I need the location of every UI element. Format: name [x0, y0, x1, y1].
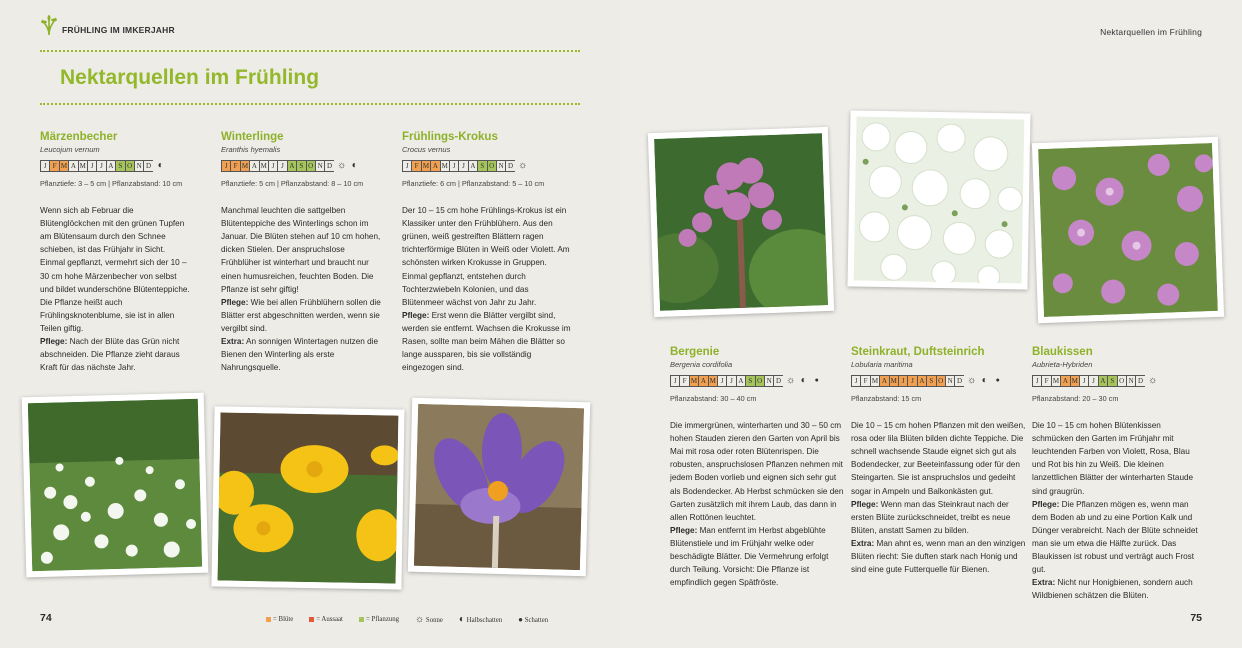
bee-logo-icon: [40, 14, 58, 36]
plant-latin: Bergenia cordifolia: [670, 360, 733, 369]
half-shade-icon: ◐: [981, 374, 988, 386]
sun-icon: ☼: [967, 374, 977, 386]
plant-latin: Crocus vernus: [402, 145, 451, 154]
half-shade-icon: ◐: [800, 374, 807, 386]
plant-maerzenbecher: [40, 130, 190, 374]
sun-icon: ☼: [786, 374, 796, 386]
shade-icon: ●: [814, 376, 819, 384]
half-shade-icon: ◐: [351, 159, 358, 171]
month-calendar: J F M A M J J A S O N D ☼ ◐ ●: [851, 374, 1026, 387]
photo-krokus: [408, 398, 590, 577]
plant-dimensions: Pflanztiefe: 6 cm | Pflanzabstand: 5 – 10 cm: [402, 179, 545, 188]
page-number: 75: [1190, 612, 1202, 624]
plant-description: Wenn sich ab Februar die Blütenglöckchen mit den grünen Tupfen am Blütensaum durch den Schnee schieben, ist das Frühjahr in Sicht. Einmal gepflanzt, vermehrt sich der 10 – 30 cm hohe Märzenbecher von selbst und bildet wunderschöne Blütenteppiche. Die Pflanze heißt auch Frühlingsknotenblume, sie ist in allen Teilen giftig. Pflege: Nach der Blüte das Grün nicht abschneiden. Die Pflanze zieht daraus Kraft für das nächste Jahr.: [40, 206, 190, 373]
photo-blaukissen: [1032, 137, 1224, 323]
plant-dimensions: Pflanztiefe: 5 cm | Pflanzabstand: 8 – 10 cm: [221, 179, 364, 188]
plant-description: Die immergrünen, winterharten und 30 – 50 cm hohen Stauden zieren den Garten von April bis Mai mit rosa oder roten Blütenrispen. Die robusten, anspruchslosen Pflanzen nehmen mit jedem Boden vorlieb und eignen sich sehr gut als Bodendecker. Ab Herbst schmücken sie den Garten zusätzlich mit ihrem Laub, das dann in allen Rottönen leuchtet. Pflege: Man entfernt im Herbst abgeblühte Blütenstiele und im Frühjahr welke oder beschädigte Blätter. Die Vermehrung erfolgt durch Teilung. Vorsicht: Die Pflanze ist empfindlich gegen Spätfröste.: [670, 421, 844, 588]
plant-latin: Aubrieta-Hybriden: [1032, 360, 1093, 369]
page-number: 74: [40, 612, 52, 624]
legend-sonne: ☼ Sonne: [415, 614, 443, 625]
divider: [40, 50, 580, 52]
plant-name: Winterlinge: [221, 131, 284, 143]
plant-description: Manchmal leuchten die sattgelben Blütenteppiche des Winterlings schon im Januar. Die Blüten stehen auf 10 cm hohen, dicken Stielen. Der anspruchslose Frühblüher ist winterhart und braucht nur einen humusreichen, feuchten Boden. Die Pflanze ist sehr giftig! Pflege: Wie bei allen Frühblühern sollen die Blätter erst abgeschnitten werden, wenn sie vergilbt sind. Extra: An sonnigen Wintertagen nutzen die Bienen den Winterling als erste Nahrungsquelle.: [221, 206, 381, 373]
month-calendar: J F M A M J J A S O N D ☼ ◐: [221, 159, 385, 172]
plant-latin: Leucojum vernum: [40, 145, 100, 154]
plant-latin: Lobularia maritima: [851, 360, 913, 369]
month-calendar: J F M A M J J A S O N D ☼: [402, 159, 572, 172]
photo-winterlinge: [211, 406, 404, 589]
legend-halbschatten: ◐ Halbschatten: [458, 614, 503, 625]
plant-description: Die 10 – 15 cm hohen Blütenkissen schmücken den Garten im Frühjahr mit leuchtenden Farben von Violett, Rosa, Blau und Rot bis hin zu Weiß. Die kleinen lanzettlichen Blätter der winterharten Staude sind graugrün. Pflege: Die Pflanzen mögen es, wenn man dem Boden ab und zu eine Portion Kalk und Dünger verabreicht. Nach der Blüte schneidet man sie um etwa die Hälfte zurück. Das Blaukissen ist robust und verträgt auch Frost gut. Extra: Nicht nur Honigbienen, sondern auch Wildbienen schätzen die Blüten.: [1032, 421, 1198, 601]
plant-name: Frühlings-Krokus: [402, 131, 498, 143]
legend-schatten: ● Schatten: [518, 615, 549, 624]
photo-maerzenbecher: [22, 393, 209, 578]
sun-icon: ☼: [415, 614, 425, 625]
photo-bergenie: [648, 127, 834, 317]
right-page: [621, 0, 1242, 648]
plant-dimensions: Pflanzabstand: 15 cm: [851, 394, 922, 403]
half-shade-icon: ◐: [157, 159, 164, 171]
shade-icon: ●: [518, 615, 523, 624]
plant-blaukissen: [1032, 345, 1202, 602]
legend-aussaat: = Aussaat: [309, 616, 343, 623]
sun-icon: ☼: [337, 159, 347, 171]
photo-steinkraut: [847, 110, 1030, 289]
plant-name: Blaukissen: [1032, 346, 1093, 358]
half-shade-icon: ◐: [458, 614, 465, 625]
plant-steinkraut: [851, 345, 1026, 576]
shade-icon: ●: [995, 376, 1000, 384]
divider: [40, 103, 580, 105]
plant-name: Bergenie: [670, 346, 720, 358]
sun-icon: ☼: [518, 159, 528, 171]
plant-description: Die 10 – 15 cm hohen Pflanzen mit den weißen, rosa oder lila Blüten bilden dichte Teppiche. Die schnell wachsende Staude eignet sich gut als Bodendecker, zur Beeteinfassung oder für den Steingarten. Sie ist anspruchslos und gedeiht sogar in Ampeln und Balkonkästen gut. Pflege: Wenn man das Steinkraut nach der ersten Blüte zurückschneidet, treibt es neue Blüten, anstatt Samen zu bilden. Extra: Man ahnt es, wenn man an den winzigen Blüten riecht: Sie duften stark nach Honig und sind eine gute Futterquelle für Bienen.: [851, 421, 1026, 575]
month-calendar: J F M A M J J A S O N D ◐: [40, 159, 190, 172]
plant-bergenie: [670, 345, 845, 589]
month-calendar: J F M A M J J A S O N D ☼: [1032, 374, 1202, 387]
plant-dimensions: Pflanzabstand: 20 – 30 cm: [1032, 394, 1119, 403]
month-calendar: J F M A M J J A S O N D ☼ ◐ ●: [670, 374, 845, 387]
plant-latin: Eranthis hyemalis: [221, 145, 281, 154]
section-header: FRÜHLING IM IMKERJAHR: [62, 25, 175, 35]
legend-bluete: = Blüte: [266, 616, 293, 623]
running-header: Nektarquellen im Frühling: [1100, 27, 1202, 37]
legend-pflanzung: = Pflanzung: [359, 616, 399, 623]
legend: [266, 614, 548, 625]
plant-fruehlings-krokus: [402, 130, 572, 374]
plant-name: Märzenbecher: [40, 131, 118, 143]
plant-name: Steinkraut, Duftsteinrich: [851, 346, 985, 358]
plant-dimensions: Pflanztiefe: 3 – 5 cm | Pflanzabstand: 10 cm: [40, 179, 183, 188]
page-title: Nektarquellen im Frühling: [60, 66, 320, 89]
plant-dimensions: Pflanzabstand: 30 – 40 cm: [670, 394, 757, 403]
sun-icon: ☼: [1148, 374, 1158, 386]
plant-description: Der 10 – 15 cm hohe Frühlings-Krokus ist ein Klassiker unter den Frühblühern. Aus den grünen, weiß gestreiften Blättern ragen trichterförmige Blüten in Weiß oder Violett. Am schönsten wirken Krokusse in Gruppen. Einmal gepflanzt, entstehen durch Tochterzwiebeln Kolonien, und das Blütenmeer wächst von Jahr zu Jahr. Pflege: Erst wenn die Blätter vergilbt sind, werden sie entfernt. Wachsen die Krokusse im Rasen, sollte man beim Mähen die Blätter so lange aussparen, bis sie vollständig eingezogen sind.: [402, 206, 571, 373]
plant-winterlinge: [221, 130, 385, 374]
